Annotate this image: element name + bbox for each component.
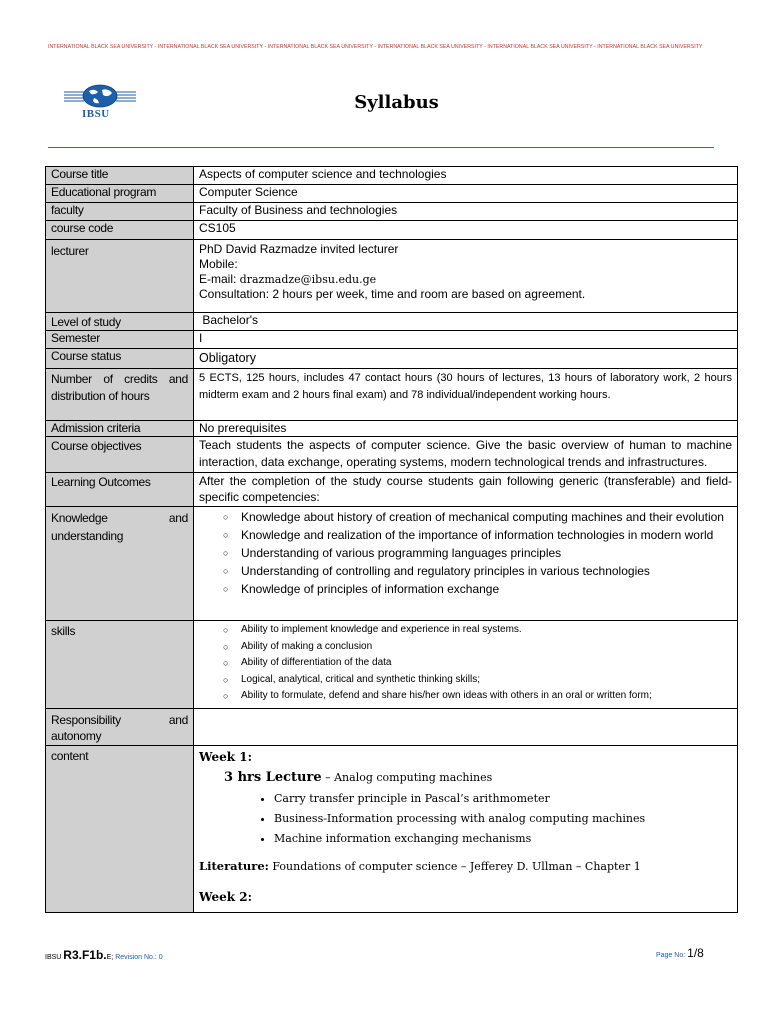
knowledge-list (199, 508, 732, 598)
list-item: ○ Understanding of controlling and regulatory principles in various technologies (223, 562, 732, 580)
table-row (46, 507, 738, 621)
row-label: content (46, 746, 194, 913)
row-label: Course status (46, 349, 194, 369)
literature-text: Foundations of computer science – Jefferey D. Ullman – Chapter 1 (268, 860, 641, 873)
table-row (46, 421, 738, 437)
admission-value: No prerequisites (194, 421, 738, 437)
row-label: Course objectives (46, 437, 194, 473)
table-row (46, 221, 738, 240)
list-item: ○ Ability to formulate, defend and share his/her own ideas with others in an oral or written form; (223, 688, 732, 705)
row-label: Knowledge and understanding (46, 507, 194, 621)
objectives-value: Teach students the aspects of computer science. Give the basic overview of human to machine interaction, data exchange, operating systems, modern technological trends and infrastructures. (194, 437, 738, 473)
lecture-line (199, 770, 732, 785)
lecture-bullets (199, 789, 732, 849)
status-value: Obligatory (194, 349, 738, 369)
row-label: Semester (46, 331, 194, 349)
knowledge-value (194, 507, 738, 621)
row-label: Educational program (46, 185, 194, 203)
skills-value (194, 621, 738, 709)
list-item: ○ Ability to implement knowledge and experience in real systems. (223, 622, 732, 639)
row-label: lecturer (46, 240, 194, 313)
lecturer-mobile: Mobile: (199, 257, 238, 271)
header-banner: INTERNATIONAL BLACK SEA UNIVERSITY - INTERNATIONAL BLACK SEA UNIVERSITY - INTERNATIONAL BLACK SEA UNIVERSITY - INTERNATIONAL BLACK SEA UNIVERSITY - INTERNATIONAL BLACK SEA UNIVERSITY - INTERNATIONAL BLACK SEA UNIVERSITY (48, 44, 703, 50)
row-label: Level of study (46, 313, 194, 331)
faculty-value: Faculty of Business and technologies (194, 203, 738, 221)
table-row (46, 313, 738, 331)
row-label: course code (46, 221, 194, 240)
list-item: ○ Logical, analytical, critical and synthetic thinking skills; (223, 672, 732, 689)
row-label: Responsibility and autonomy (46, 709, 194, 746)
table-row (46, 240, 738, 313)
row-label: faculty (46, 203, 194, 221)
header-rule (48, 147, 714, 148)
table-row (46, 709, 738, 746)
table-row (46, 203, 738, 221)
table-row (46, 437, 738, 473)
footer-code: R3.F1b. (63, 948, 107, 962)
table-row (46, 621, 738, 709)
list-item: ○ Understanding of various programming languages principles (223, 544, 732, 562)
list-item: ○ Ability of making a conclusion (223, 639, 732, 656)
week-heading: Week 2: (199, 890, 253, 904)
page-number: 1/8 (687, 946, 704, 960)
table-row (46, 331, 738, 349)
list-item: • Machine information exchanging mechanisms (274, 829, 732, 849)
row-label: Number of credits and distribution of hours (46, 369, 194, 421)
page-label: Page No: (656, 952, 688, 959)
program-value: Computer Science (194, 185, 738, 203)
footer-form-code (45, 948, 163, 962)
table-row (46, 185, 738, 203)
lecture-heading: 3 hrs Lecture (224, 770, 322, 785)
lecturer-email-line (199, 272, 732, 287)
lecture-topic: – Analog computing machines (321, 771, 493, 784)
footer-page-number (656, 946, 704, 960)
skills-list (199, 622, 732, 705)
credits-value: 5 ECTS, 125 hours, includes 47 contact hours (30 hours of lectures, 13 hours of laboratory work, 2 hours midterm exam and 2 hours final exam) and 78 individual/independent working hours. (194, 369, 738, 421)
row-label: skills (46, 621, 194, 709)
footer-revision: Revision No.: 0 (115, 954, 163, 961)
syllabus-table (45, 166, 738, 913)
table-row (46, 167, 738, 185)
lecturer-email: drazmadze@ibsu.edu.ge (239, 273, 377, 286)
list-item: ○ Knowledge of principles of information exchange (223, 580, 732, 598)
table-row (46, 349, 738, 369)
list-item: ○ Knowledge and realization of the importance of information technologies in modern world (223, 526, 732, 544)
course-code-value: CS105 (194, 221, 738, 240)
logo-text: IBSU (82, 108, 110, 120)
list-item: ○ Knowledge about history of creation of mechanical computing machines and their evolution (223, 508, 732, 526)
table-row (46, 473, 738, 507)
lecturer-value (194, 240, 738, 313)
literature-label: Literature: (199, 859, 269, 873)
row-label: Learning Outcomes (46, 473, 194, 507)
email-label: E-mail: (199, 272, 240, 286)
footer-prefix: IBSU (45, 954, 64, 961)
footer-suffix: E; (106, 954, 116, 961)
semester-value: I (194, 331, 738, 349)
course-title-value: Aspects of computer science and technologies (194, 167, 738, 185)
outcomes-value: After the completion of the study course students gain following generic (transferable) and field-specific competencies: (194, 473, 738, 507)
table-row (46, 746, 738, 913)
row-label: Course title (46, 167, 194, 185)
lecturer-consultation: Consultation: 2 hours per week, time and room are based on agreement. (199, 287, 586, 301)
table-row (46, 369, 738, 421)
lecturer-name: PhD David Razmadze invited lecturer (199, 242, 399, 256)
content-value (194, 746, 738, 913)
week-heading: Week 1: (199, 750, 253, 764)
list-item: • Business-Information processing with analog computing machines (274, 809, 732, 829)
level-value: Bachelor's (194, 313, 738, 331)
list-item: ○ Ability of differentiation of the data (223, 655, 732, 672)
row-label: Admission criteria (46, 421, 194, 437)
page-title: Syllabus (354, 92, 439, 113)
responsibility-value (194, 709, 738, 746)
list-item: • Carry transfer principle in Pascal’s arithmometer (274, 789, 732, 809)
literature-line (199, 859, 732, 874)
